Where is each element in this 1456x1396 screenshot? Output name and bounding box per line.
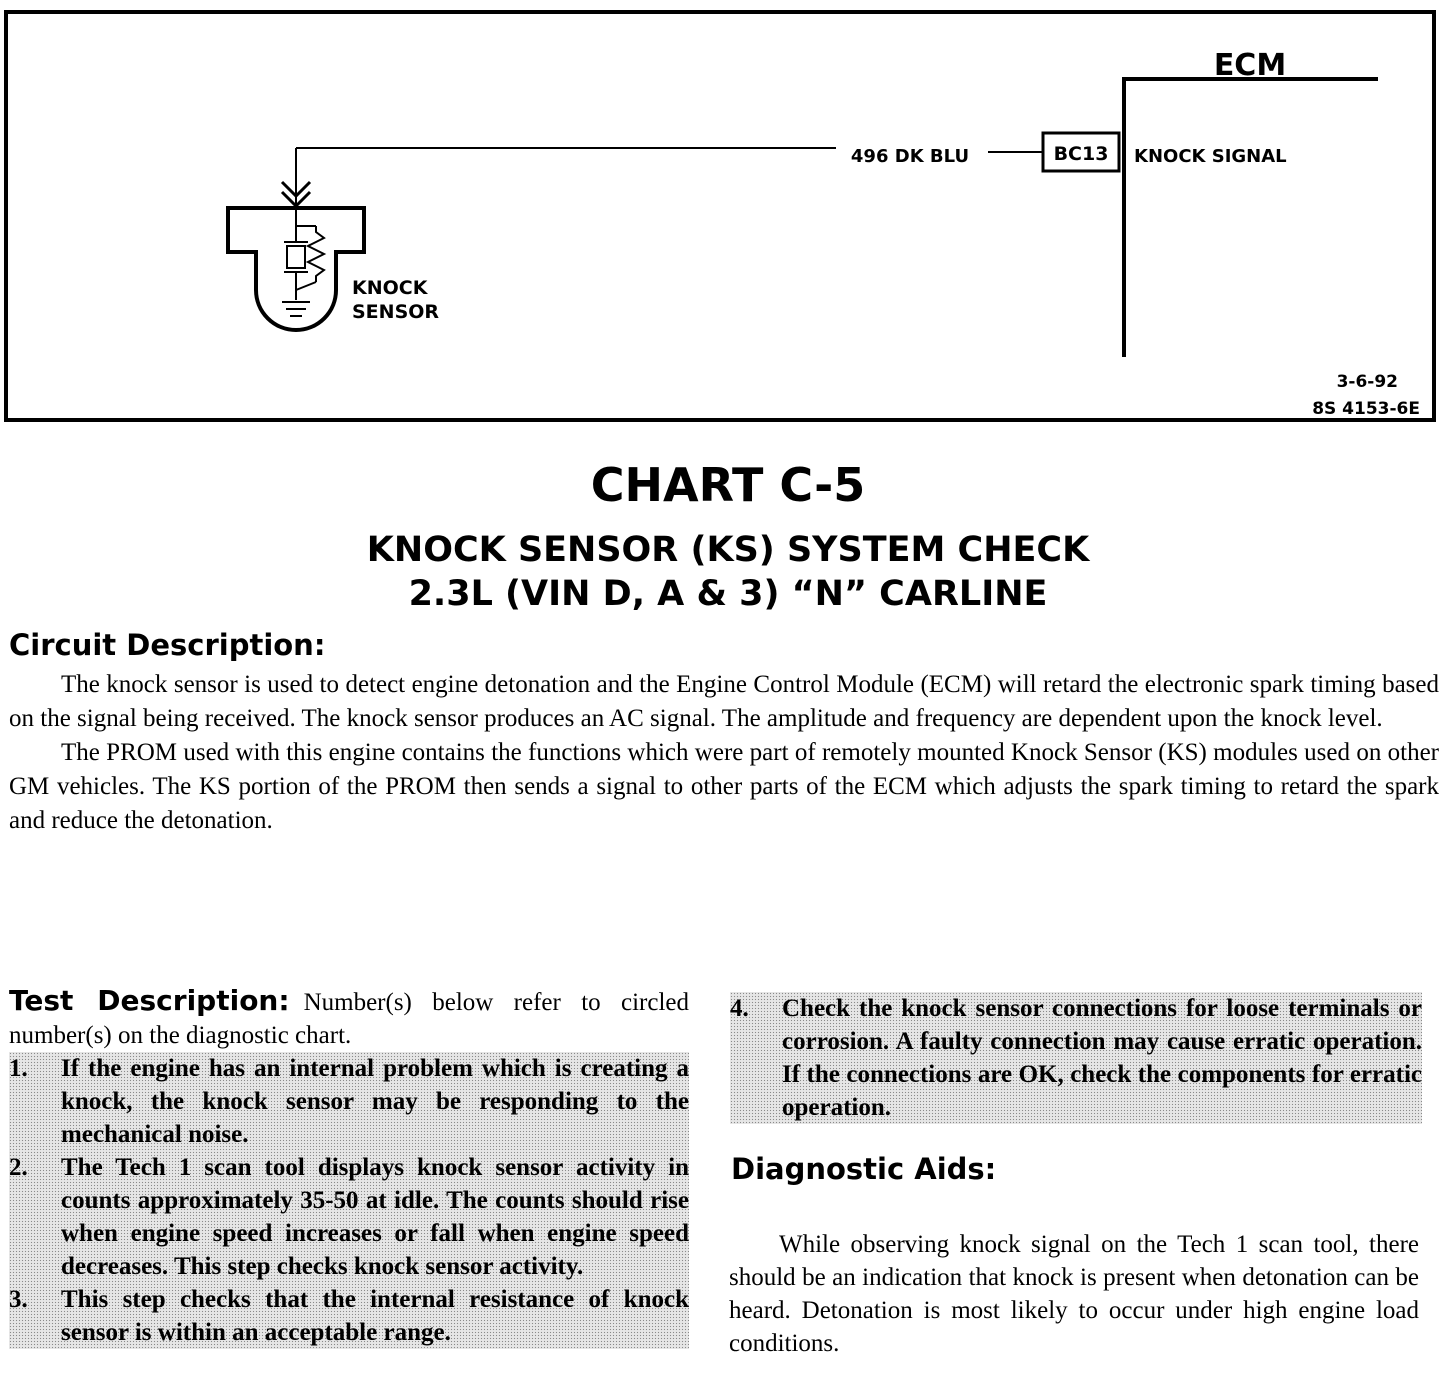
diagnostic-aids-paragraph: While observing knock signal on the Tech 1 scan tool, there should be an indication that knock is present when detonation can be heard. Detonation is most likely to occur under high engine load conditions. (729, 1231, 1419, 1357)
test-description (9, 984, 689, 1349)
test-step (9, 1052, 689, 1151)
step-text: Check the knock sensor connections for loose terminals or corrosion. A faulty connection may cause erratic operation. If the connections are OK, check the components for erratic operation. (782, 995, 1422, 1121)
circuit-paragraph-2: The PROM used with this engine contains the functions which were part of remotely mounted Knock Sensor (KS) modules used on other GM vehicles. The KS portion of the PROM then sends a signal to other parts of the ECM which adjusts the spark timing to retard the spark and reduce the detonation. (9, 739, 1439, 834)
chart-title: CHART C-5 (590, 458, 866, 512)
test-steps-list (9, 1052, 689, 1349)
test-step (9, 1151, 689, 1283)
step-text: This step checks that the internal resistance of knock sensor is within an acceptable range. (61, 1286, 689, 1346)
step-number: 4. (730, 995, 749, 1022)
circuit-description-heading: Circuit Description: (9, 628, 326, 662)
test-steps-list-continued (730, 992, 1422, 1124)
chart-subtitle (0, 528, 1456, 616)
step-text: The Tech 1 scan tool displays knock sensor activity in counts approximately 35-50 at idle. The counts should rise when engine speed increases or fall when engine speed decreases. This step checks knock sensor activity. (61, 1154, 689, 1280)
circuit-paragraph-1: The knock sensor is used to detect engine detonation and the Engine Control Module (ECM) will retard the electronic spark timing based on the signal being received. The knock sensor produces an AC signal. The amplitude and frequency are dependent upon the knock level. (9, 671, 1439, 732)
chart-subtitle-line1: KNOCK SENSOR (KS) SYSTEM CHECK (366, 530, 1090, 570)
sensor-label-line2: SENSOR (352, 301, 440, 323)
diagnostic-aids-body (729, 1228, 1419, 1360)
knock-signal-label: KNOCK SIGNAL (1134, 146, 1287, 167)
test-description-intro (9, 984, 689, 1052)
diagram-date: 3-6-92 (1336, 372, 1398, 392)
sensor-label-line1: KNOCK (352, 277, 428, 299)
test-step (730, 992, 1422, 1124)
test-step-4-box (730, 992, 1422, 1124)
wiring-diagram (0, 0, 1456, 440)
circuit-description-body (9, 668, 1439, 838)
step-number: 2. (9, 1154, 28, 1181)
diagnostic-aids-heading: Diagnostic Aids: (731, 1152, 997, 1186)
chart-subtitle-line2: 2.3L (VIN D, A & 3) “N” CARLINE (408, 574, 1048, 614)
test-description-heading: Test Description: (9, 984, 290, 1017)
ecm-label: ECM (1213, 48, 1287, 83)
connector-pin-label: BC13 (1053, 143, 1109, 165)
step-number: 1. (9, 1055, 28, 1082)
test-step (9, 1283, 689, 1349)
piezo-element-icon (287, 246, 305, 268)
step-number: 3. (9, 1286, 28, 1313)
test-description-intro-text: Number(s) below refer to circled number(s) on the diagnostic chart. (9, 989, 689, 1049)
step-text: If the engine has an internal problem which is creating a knock, the knock sensor may be responding to the mechanical noise. (61, 1055, 689, 1148)
wire-label: 496 DK BLU (850, 146, 970, 167)
figure-id: 8S 4153-6E (1312, 399, 1420, 419)
